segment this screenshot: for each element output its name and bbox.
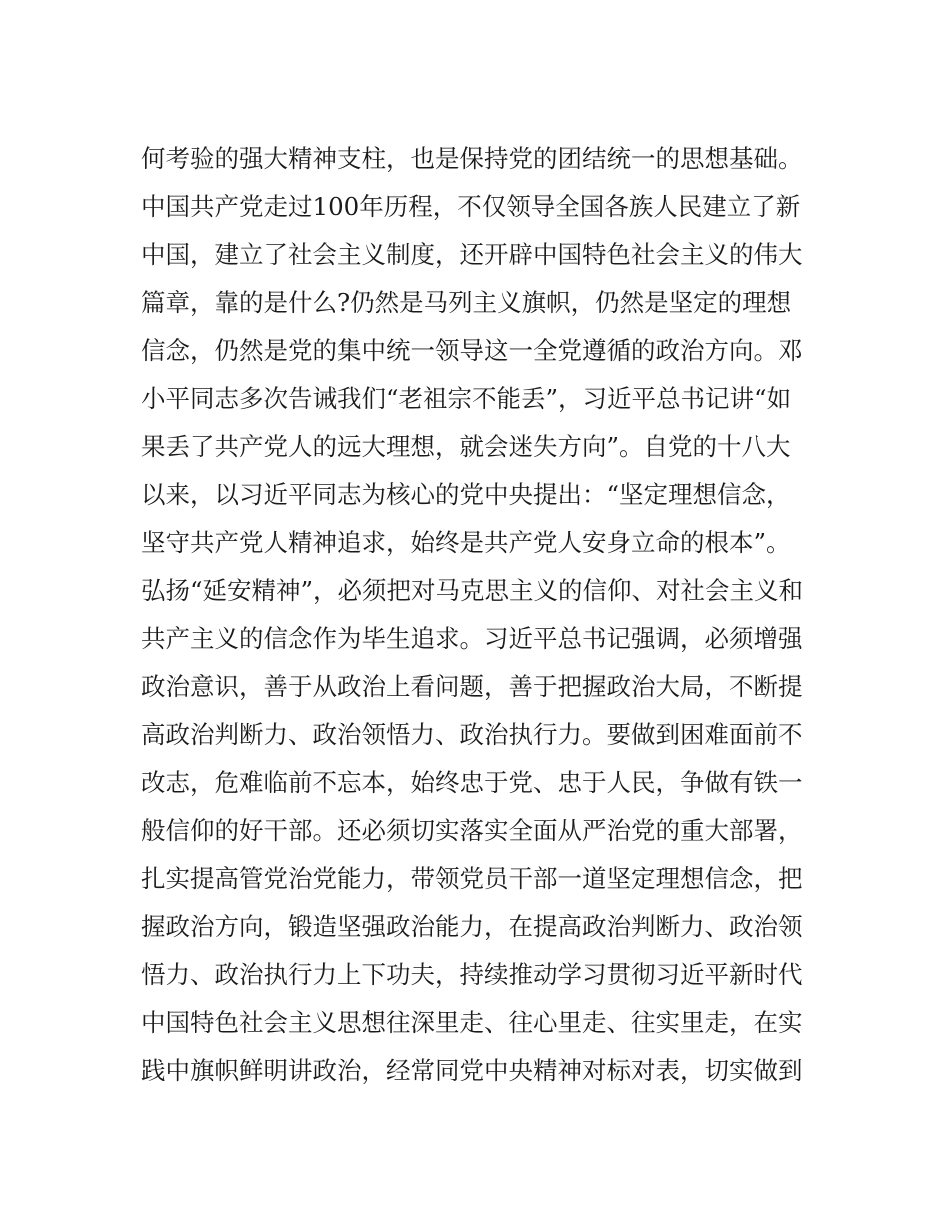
text-line: 以来，以习近平同志为核心的党中央提出：“坚定理想信念， — [141, 480, 791, 509]
text-line: 果丢了共产党人的远大理想，就会迷失方向”。自党的十八大 — [141, 432, 791, 461]
text-line: 改志，危难临前不忘本，始终忠于党、忠于人民，争做有铁一 — [141, 768, 803, 797]
text-line: 践中旗帜鲜明讲政治，经常同党中央精神对标对表，切实做到 — [141, 1056, 803, 1085]
text-line: 篇章，靠的是什么?仍然是马列主义旗帜，仍然是坚定的理想 — [141, 288, 792, 317]
text-line: 握政治方向，锻造坚强政治能力，在提高政治判断力、政治领 — [141, 912, 803, 941]
text-line: 弘扬“延安精神”，必须把对马克思主义的信仰、对社会主义和 — [141, 576, 804, 605]
body-text — [141, 135, 821, 1095]
text-line: 小平同志多次告诫我们“老祖宗不能丢”，习近平总书记讲“如 — [141, 384, 792, 413]
text-line: 政治意识，善于从政治上看问题，善于把握政治大局，不断提 — [141, 672, 803, 701]
text-line: 中国共产党走过100年历程，不仅领导全国各族人民建立了新 — [141, 192, 801, 221]
text-line: 悟力、政治执行力上下功夫，持续推动学习贯彻习近平新时代 — [141, 960, 803, 989]
text-line: 扎实提高管党治党能力，带领党员干部一道坚定理想信念，把 — [141, 864, 803, 893]
text-line: 共产主义的信念作为毕生追求。习近平总书记强调，必须增强 — [141, 624, 803, 653]
text-line: 中国特色社会主义思想往深里走、往心里走、往实里走，在实 — [141, 1008, 803, 1037]
text-line: 般信仰的好干部。还必须切实落实全面从严治党的重大部署， — [141, 816, 803, 845]
text-line: 何考验的强大精神支柱，也是保持党的团结统一的思想基础。 — [141, 144, 803, 173]
text-line: 高政治判断力、政治领悟力、政治执行力。要做到困难面前不 — [141, 720, 803, 749]
text-line: 坚守共产党人精神追求，始终是共产党人安身立命的根本”。 — [141, 528, 791, 557]
text-line: 中国，建立了社会主义制度，还开辟中国特色社会主义的伟大 — [141, 240, 803, 269]
text-line: 信念，仍然是党的集中统一领导这一全党遵循的政治方向。邓 — [141, 336, 803, 365]
